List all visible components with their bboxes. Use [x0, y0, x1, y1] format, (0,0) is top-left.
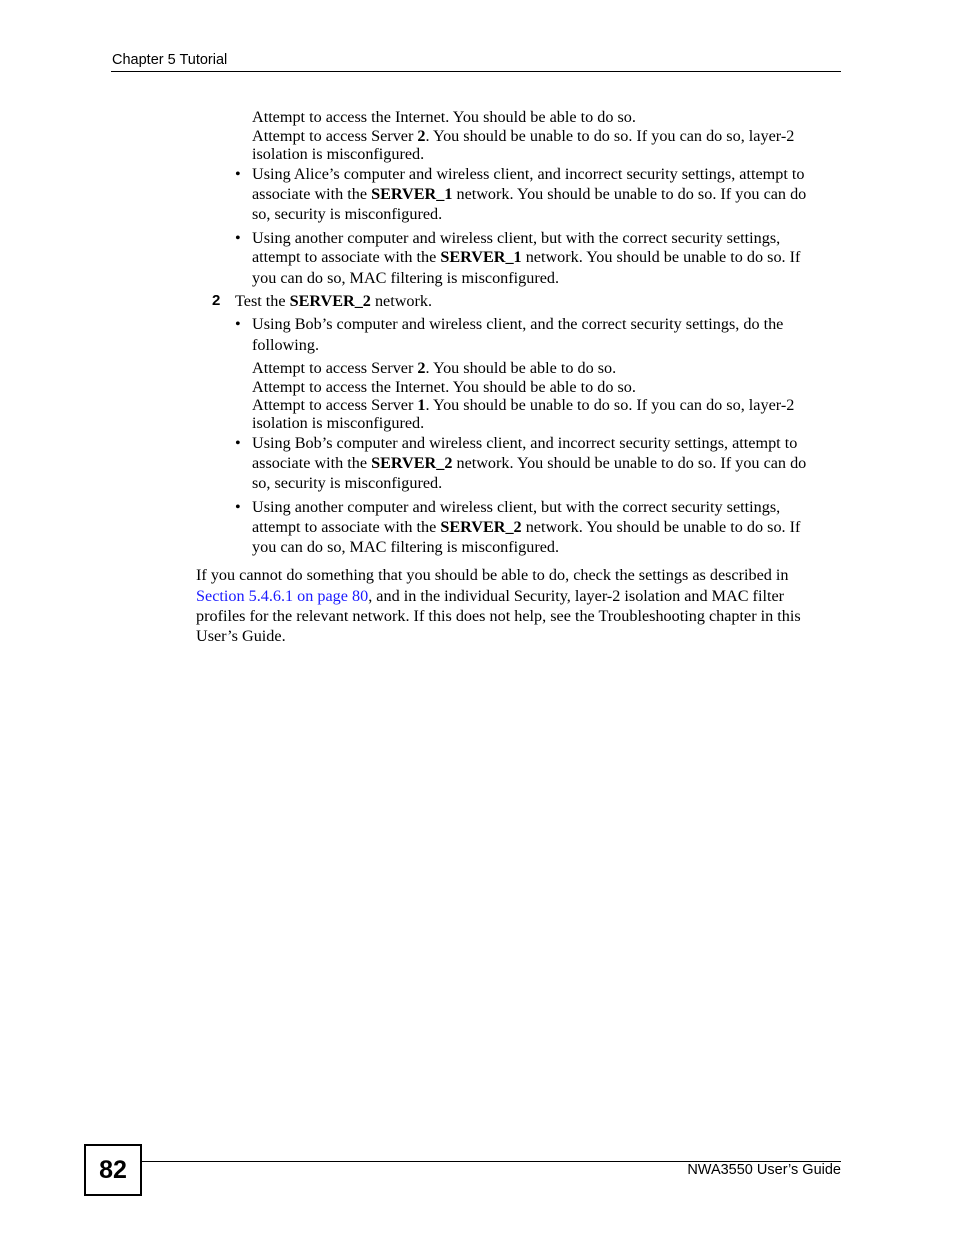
- step-number: 2: [212, 292, 221, 309]
- bullet-marker: •: [235, 165, 241, 183]
- body-line: Attempt to access Server 2. You should be able to do so.: [252, 359, 617, 377]
- body-line: attempt to associate with the SERVER_2 network. You should be unable to do so. If: [252, 518, 801, 536]
- running-header: Chapter 5 Tutorial: [112, 52, 228, 68]
- bullet-marker: •: [235, 498, 241, 516]
- body-line: User’s Guide.: [196, 627, 286, 645]
- body-line: Using another computer and wireless client, but with the correct security settings,: [252, 229, 781, 247]
- body-line: Using another computer and wireless client, but with the correct security settings,: [252, 498, 781, 516]
- body-line: isolation is misconfigured.: [252, 414, 425, 432]
- body-line: Attempt to access Server 2. You should be unable to do so. If you can do so, layer-2: [252, 127, 795, 145]
- body-line: Attempt to access the Internet. You should be able to do so.: [252, 378, 636, 396]
- bullet-marker: •: [235, 434, 241, 452]
- body-line: you can do so, MAC filtering is misconfigured.: [252, 269, 560, 287]
- guide-title: NWA3550 User’s Guide: [687, 1162, 841, 1178]
- bullet-marker: •: [235, 229, 241, 247]
- body-line: profiles for the relevant network. If this does not help, see the Troubleshooting chapter in this: [196, 607, 801, 625]
- body-line: Section 5.4.6.1 on page 80, and in the individual Security, layer-2 isolation and MAC filter: [196, 587, 785, 605]
- body-line: attempt to associate with the SERVER_1 network. You should be unable to do so. If: [252, 248, 801, 266]
- body-line: Attempt to access Server 1. You should be unable to do so. If you can do so, layer-2: [252, 396, 795, 414]
- body-line: associate with the SERVER_1 network. You should be unable to do so. If you can do: [252, 185, 807, 203]
- body-line: Using Bob’s computer and wireless client, and incorrect security settings, attempt to: [252, 434, 798, 452]
- body-line: Using Bob’s computer and wireless client, and the correct security settings, do the: [252, 315, 784, 333]
- bullet-marker: •: [235, 315, 241, 333]
- body-line: you can do so, MAC filtering is misconfigured.: [252, 538, 560, 556]
- section-link[interactable]: Section 5.4.6.1 on page 80: [196, 587, 369, 605]
- step-heading: Test the SERVER_2 network.: [235, 292, 433, 310]
- page-number-box: [84, 1144, 142, 1196]
- body-line: Attempt to access the Internet. You should be able to do so.: [252, 108, 636, 126]
- body-line: so, security is misconfigured.: [252, 474, 443, 492]
- body-line: If you cannot do something that you should be able to do, check the settings as described in: [196, 566, 789, 584]
- body-line: isolation is misconfigured.: [252, 145, 425, 163]
- page-number: 82: [99, 1156, 127, 1184]
- body-line: Using Alice’s computer and wireless client, and incorrect security settings, attempt to: [252, 165, 805, 183]
- header-rule: [111, 71, 841, 72]
- body-line: following.: [252, 336, 319, 354]
- body-line: associate with the SERVER_2 network. You should be unable to do so. If you can do: [252, 454, 807, 472]
- body-line: so, security is misconfigured.: [252, 205, 443, 223]
